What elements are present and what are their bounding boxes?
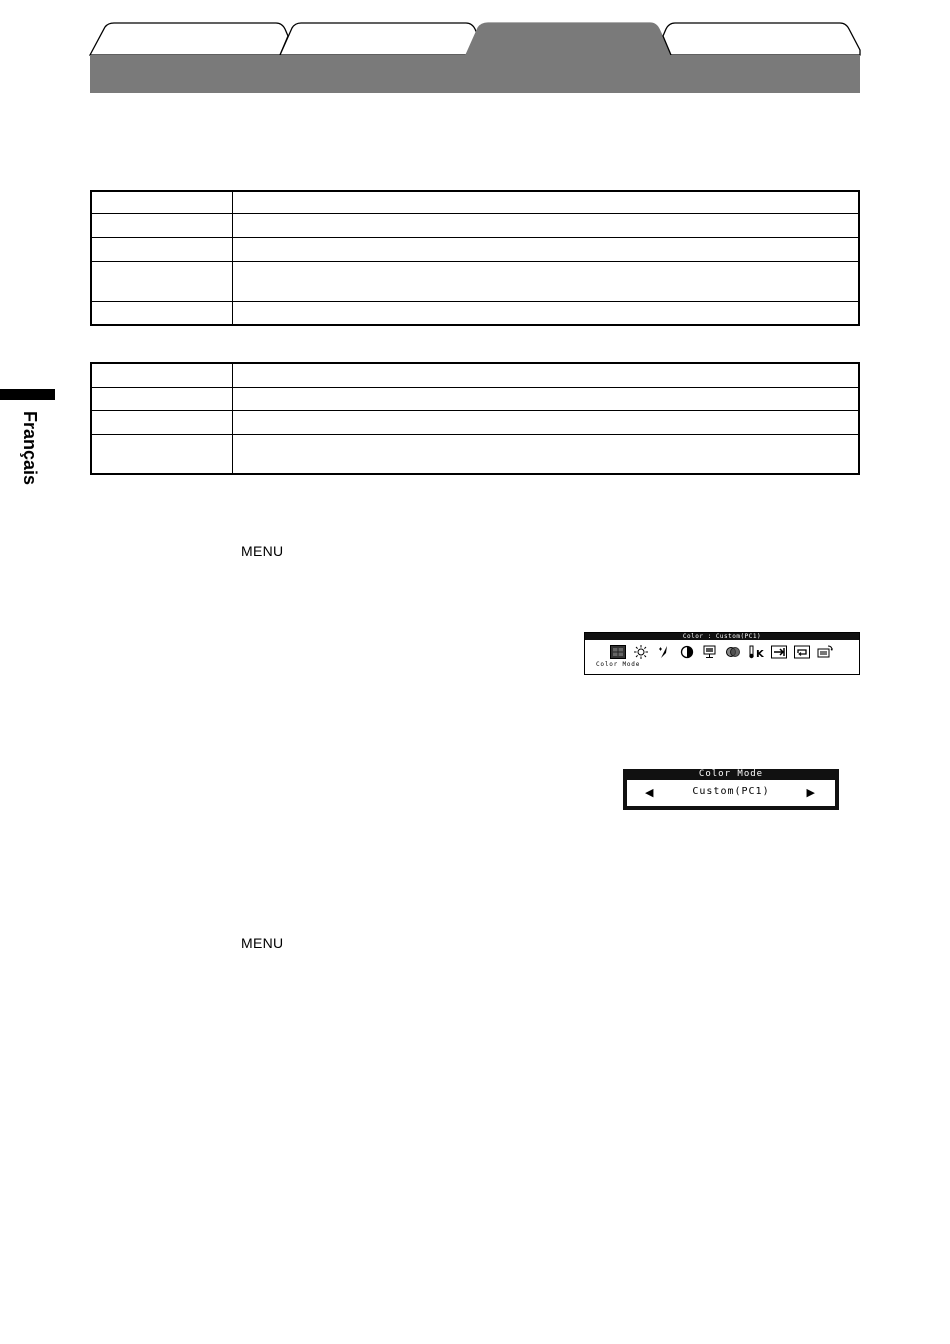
tab-3-active bbox=[466, 23, 671, 55]
table-cell bbox=[91, 237, 232, 261]
tab-1 bbox=[90, 23, 288, 55]
table-cell bbox=[232, 237, 859, 261]
osd-main-menu bbox=[584, 632, 860, 675]
tab-2 bbox=[280, 23, 478, 55]
temperature-icon[interactable] bbox=[747, 645, 764, 659]
table-cell bbox=[232, 410, 859, 434]
osd-selected-label: Color Mode bbox=[596, 661, 641, 668]
table-row bbox=[91, 213, 859, 237]
color-mode-icon[interactable] bbox=[609, 645, 626, 659]
table-cell bbox=[91, 410, 232, 434]
osd-color-mode-value: Custom(PC1) bbox=[692, 786, 770, 797]
table-cell bbox=[232, 261, 859, 301]
table-row bbox=[91, 410, 859, 434]
table-cell bbox=[91, 434, 232, 474]
language-label: Français bbox=[20, 410, 40, 486]
osd-color-mode-title: Color Mode bbox=[698, 769, 764, 779]
osd-color-mode-panel bbox=[623, 769, 839, 810]
menu-key-label: MENU bbox=[241, 935, 284, 951]
section-tab-header bbox=[0, 0, 950, 100]
gamma-icon[interactable] bbox=[678, 645, 695, 659]
input-icon[interactable] bbox=[770, 645, 787, 659]
table-row bbox=[91, 434, 859, 474]
screen-icon[interactable] bbox=[701, 645, 718, 659]
table-cell bbox=[232, 191, 859, 213]
contrast-icon[interactable] bbox=[655, 645, 672, 659]
table-cell bbox=[91, 213, 232, 237]
spec-table-2 bbox=[90, 362, 860, 475]
table-row bbox=[91, 301, 859, 325]
spec-table-1 bbox=[90, 190, 860, 326]
menu-key-label: MENU bbox=[241, 543, 284, 559]
table-row bbox=[91, 261, 859, 301]
table-row bbox=[91, 237, 859, 261]
brightness-icon[interactable] bbox=[632, 645, 649, 659]
table-cell bbox=[232, 434, 859, 474]
tab-4 bbox=[663, 23, 860, 55]
table-cell bbox=[91, 301, 232, 325]
right-arrow-icon[interactable]: ▶ bbox=[806, 787, 815, 799]
table-cell bbox=[91, 387, 232, 410]
osd-color-mode-body bbox=[627, 780, 835, 806]
table-cell bbox=[91, 261, 232, 301]
table-cell bbox=[91, 363, 232, 387]
svg-text:K: K bbox=[755, 649, 764, 659]
color-icon[interactable] bbox=[724, 645, 741, 659]
table-row bbox=[91, 191, 859, 213]
table-row bbox=[91, 387, 859, 410]
osd-icon-row bbox=[609, 645, 833, 659]
reset-icon[interactable] bbox=[816, 645, 833, 659]
enter-icon[interactable] bbox=[793, 645, 810, 659]
table-cell bbox=[232, 213, 859, 237]
table-cell bbox=[232, 301, 859, 325]
table-row bbox=[91, 363, 859, 387]
table-cell bbox=[91, 191, 232, 213]
osd-main-menu-title: Color : Custom(PC1) bbox=[585, 633, 859, 640]
table-cell bbox=[232, 363, 859, 387]
table-cell bbox=[232, 387, 859, 410]
left-arrow-icon[interactable]: ◀ bbox=[645, 787, 654, 799]
